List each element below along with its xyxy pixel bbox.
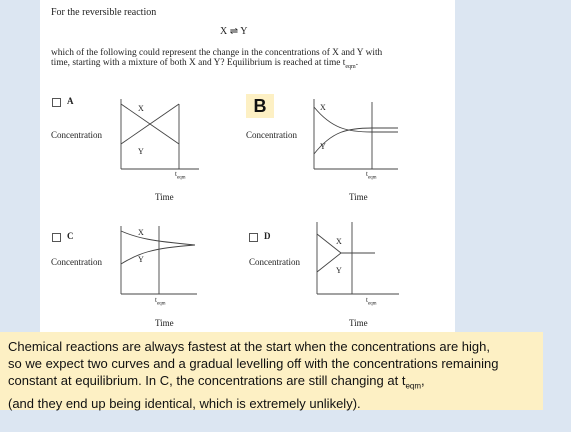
- reaction-equation: X ⇌ Y: [220, 26, 248, 37]
- option-a-xlabel: Time: [155, 192, 174, 202]
- option-a-x-label: X: [138, 104, 144, 113]
- option-d-x-label: X: [336, 237, 342, 246]
- option-c-x-curve: [121, 231, 195, 245]
- option-d-teq: $t_{eqm}$: [366, 296, 377, 307]
- option-a-checkbox[interactable]: [52, 98, 61, 107]
- option-d-checkbox[interactable]: [249, 233, 258, 242]
- explanation-box: [0, 332, 543, 410]
- option-d-y-label: Y: [336, 266, 342, 275]
- explanation-line4: (and they end up being identical, which is extremely unlikely).: [8, 395, 361, 411]
- option-a-ylabel: Concentration: [51, 130, 102, 140]
- option-b-y-label: Y: [320, 142, 326, 151]
- option-a-teq: $t_{eqm}$: [175, 170, 186, 181]
- option-c-letter: C: [67, 231, 74, 241]
- question-intro: For the reversible reaction: [51, 7, 157, 18]
- explanation-line1: Chemical reactions are always fastest at the start when the concentrations are high,: [8, 339, 490, 354]
- option-c-checkbox[interactable]: [52, 233, 61, 242]
- option-c-y-label: Y: [138, 255, 144, 264]
- question-body-subscript: eqm: [345, 63, 356, 70]
- option-a-letter: A: [67, 96, 74, 106]
- option-d-graph: [317, 222, 407, 302]
- option-d-ylabel: Concentration: [249, 257, 300, 267]
- option-d-xlabel: Time: [349, 318, 368, 328]
- option-a-y-label: Y: [138, 147, 144, 156]
- option-a-graph: [121, 99, 201, 179]
- question-body-end: .: [355, 58, 359, 68]
- option-b-teq: $t_{eqm}$: [366, 170, 377, 181]
- option-b-xlabel: Time: [349, 192, 368, 202]
- option-c-y-curve: [121, 245, 195, 264]
- option-b-graph: [314, 99, 404, 179]
- question-body-line2: [51, 58, 358, 70]
- option-c-x-label: X: [138, 228, 144, 237]
- option-c-ylabel: Concentration: [51, 257, 102, 267]
- explanation-line3: constant at equilibrium. In C, the concentrations are still changing at $t_{eqm}$,: [8, 373, 425, 391]
- question-body-line1: which of the following could represent the change in the concentrations of X and Y with: [51, 48, 383, 58]
- question-body-text: time, starting with a mixture of both X and Y? Equilibrium is reached at time t: [51, 58, 346, 68]
- option-c-graph: [121, 226, 201, 306]
- option-b-ylabel: Concentration: [246, 130, 297, 140]
- option-d-letter: D: [264, 231, 271, 241]
- option-c-teq: $t_{eqm}$: [155, 296, 166, 307]
- answer-badge: B: [246, 94, 274, 118]
- option-c-xlabel: Time: [155, 318, 174, 328]
- explanation-line2: so we expect two curves and a gradual levelling off with the concentrations remaining: [8, 356, 499, 371]
- option-b-x-label: X: [320, 103, 326, 112]
- question-card: [40, 0, 455, 332]
